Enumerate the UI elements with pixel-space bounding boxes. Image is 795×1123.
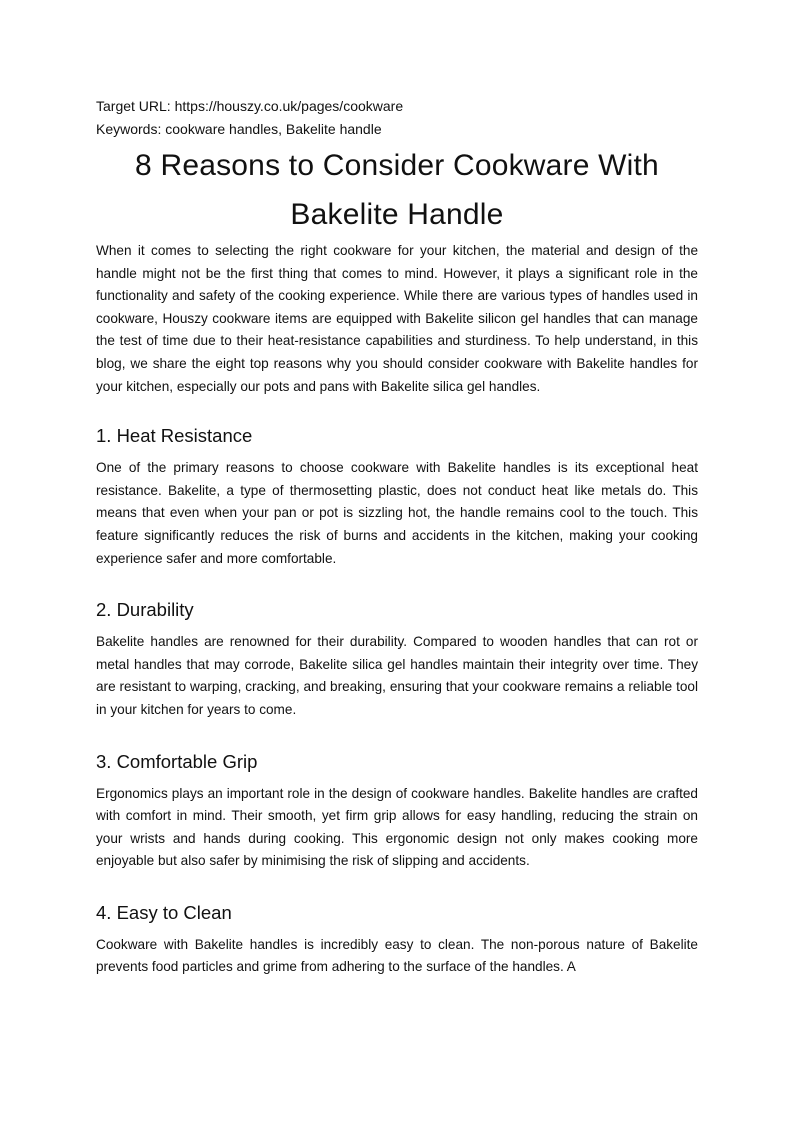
section-body: One of the primary reasons to choose cookware with Bakelite handles is its exceptional heat resistance. Bakelite, a type of thermosetting plastic, does not conduct heat like metals do. This means that even when your pan or pot is sizzling hot, the handle remains cool to the touch. This feature significantly reduces the risk of burns and accidents in the kitchen, making your cooking experience safer and more comfortable.: [96, 460, 698, 566]
page-title: [96, 141, 698, 239]
intro-paragraph: When it comes to selecting the right cookware for your kitchen, the material and design of the handle might not be the first thing that comes to mind. However, it plays a significant role in the functionality and safety of the cooking experience. While there are various types of handles used in cookware, Houszy cookware items are equipped with Bakelite silicon gel handles that can manage the test of time due to their heat-resistance capabilities and sturdiness. To help understand, in this blog, we share the eight top reasons why you should consider cookware with Bakelite handles for your kitchen, especially our pots and pans with Bakelite silica gel handles.: [96, 243, 698, 394]
section-heat-resistance: [96, 424, 698, 570]
target-url-line: Target URL: https://houszy.co.uk/pages/cookware: [96, 98, 404, 114]
page-title-line-1: 8 Reasons to Consider Cookware With: [135, 149, 659, 182]
section-body: Ergonomics plays an important role in the design of cookware handles. Bakelite handles are crafted with comfort in mind. Their smooth, yet firm grip allows for easy handling, reducing the strain on your wrists and hands during cooking. This ergonomic design not only makes cooking more enjoyable but also safer by minimising the risk of slipping and accidents.: [96, 785, 698, 869]
page-title-line-2: Bakelite Handle: [290, 198, 504, 231]
section-heading: 1. Heat Resistance: [96, 425, 253, 447]
keywords-line: Keywords: cookware handles, Bakelite handle: [96, 121, 382, 137]
section-durability: [96, 598, 698, 721]
section-comfortable-grip: [96, 750, 698, 873]
document-page: [96, 95, 698, 979]
section-heading: 4. Easy to Clean: [96, 901, 232, 923]
section-body: Cookware with Bakelite handles is incredibly easy to clean. The non-porous nature of Bakelite prevents food particles and grime from adhering to the surface of the handles. A: [96, 936, 698, 975]
section-heading: 3. Comfortable Grip: [96, 750, 258, 772]
section-easy-to-clean: [96, 901, 698, 979]
section-body: Bakelite handles are renowned for their durability. Compared to wooden handles that can rot or metal handles that may corrode, Bakelite silica gel handles maintain their integrity over time. They are resistant to warping, cracking, and breaking, ensuring that your cookware remains a reliable tool in your kitchen for years to come.: [96, 634, 698, 717]
section-heading: 2. Durability: [96, 599, 194, 621]
